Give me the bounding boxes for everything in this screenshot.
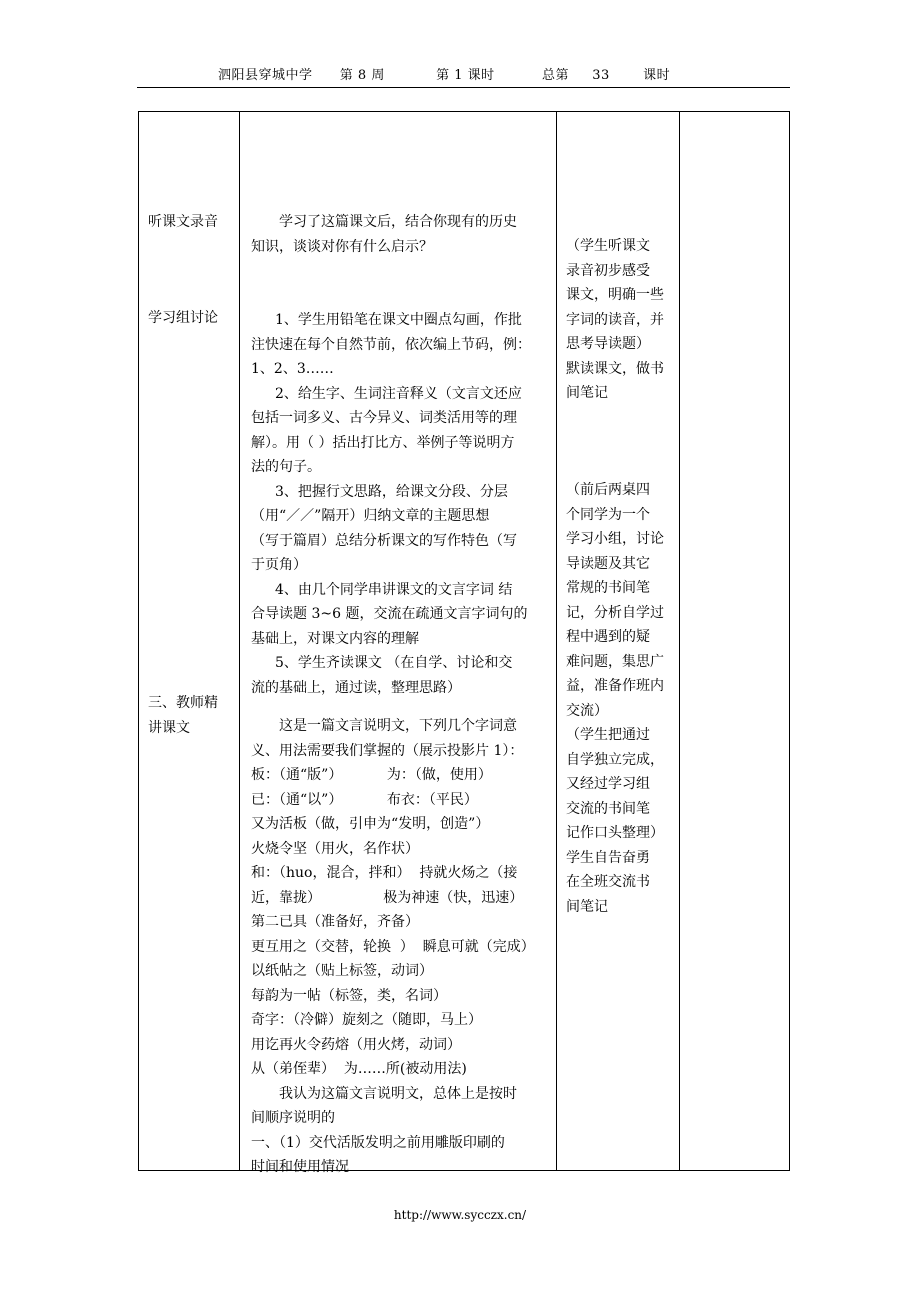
column-divider <box>239 112 240 1170</box>
content-vocabulary: 这是一篇文言说明文，下列几个字词意 义、用法需要我们掌握的（展示投影片 1）： 板：（通“版”） 为：（做，使用） 已：（通“以”） 布衣：（平民） 又为活板（做，引申为“发明，创造”） 火烧令坚（用火，名作状） 和：（huo，混合，拌和） 持就火炀之（接 近，靠拢） 极为神速（快，迅速） 第二已具（准备好，齐备） 更互用之（交替，轮换 ） 瞬息可就（完成） 以纸帖之（贴上标签，动词） 每韵为一帖（标签，类，名词） 奇字：（冷僻）旋刻之（随即，马上） 用讫再火令药熔（用火烤，动词） 从（弟侄辈） 为……所(被动用法) 我认为这篇文言说明文，总体上是按时 间顺序说明的 一、（1）交代活版发明之前用雕版印刷的 时间和使用情况 <box>251 718 535 1175</box>
content-tasks: 1、学生用铅笔在课文中圈点勾画，作批 注快速在每个自然节前，依次编上节码，例： 1、2、3…… 2、给生字、生词注音释义（文言文还应 包括一词多义、古今异义、词类活用等的理 解）。用（ ）括出打比方、举例子等说明方 法的句子。 3、把握行文思路，给课文分段、分层 （用“／／”隔开）归纳文章的主题思想 （写于篇眉）总结分析课文的写作特色（写 于页角） 4、由几个同学串讲课文的文言字词 结 合导读题 3~6 题，交流在疏通文言字词句的 基础上，对课文内容的理解 5、学生齐读课文 （在自学、讨论和交 流的基础上，通过读，整理思路） <box>251 312 531 696</box>
header-rule <box>137 87 790 88</box>
header-lesson: 第 1 课时 <box>436 68 495 83</box>
activity-listen: 听课文录音 <box>148 214 218 230</box>
notes-listening: （学生听课文 录音初步感受 课文，明确一些 字词的读音，并 思考导读题） 默读课文，做书 间笔记 <box>566 238 664 401</box>
lesson-table <box>138 111 790 1175</box>
header-total-num: 33 <box>592 68 610 83</box>
header-school: 泗阳县穿城中学 <box>218 68 313 83</box>
content-reflection: 学习了这篇课文后，结合你现有的历史 知识，谈谈对你有什么启示？ <box>251 214 517 255</box>
page-header <box>218 64 670 83</box>
activity-teacher: 三、教师精 讲课文 <box>148 695 218 736</box>
activity-discuss: 学习组讨论 <box>148 310 218 326</box>
header-total-label: 总第 <box>541 68 569 83</box>
header-week: 第 8 周 <box>339 68 385 83</box>
footer-url: http://www.sycczx.cn/ <box>393 1208 527 1222</box>
header-unit: 课时 <box>643 68 671 83</box>
column-divider <box>679 112 680 1170</box>
notes-group: （前后两桌四 个同学为一个 学习小组，讨论 导读题及其它 常规的书间笔 记，分析自学过 程中遇到的疑 难问题，集思广 益，准备作班内 交流） （学生把通过 自学独立完成， 又经过学习组 交流的书间笔 记作口头整理） 学生自告奋勇 在全班交流书 间笔记 <box>566 482 664 915</box>
